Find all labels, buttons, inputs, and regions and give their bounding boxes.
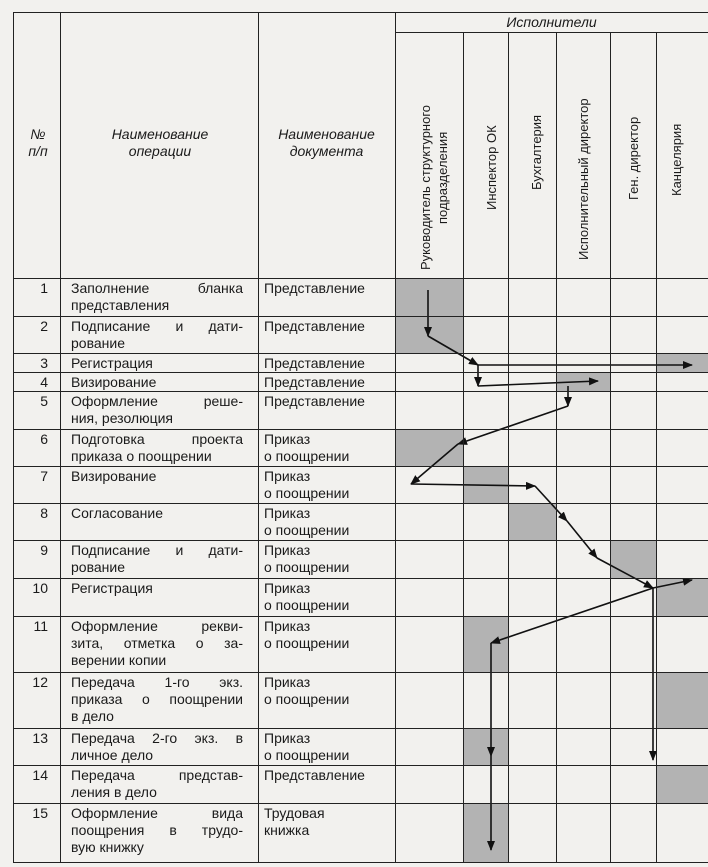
operation-header-line1: Наименование — [111, 126, 209, 142]
document-name: Представление — [264, 355, 365, 371]
document-name: Представление — [264, 374, 365, 390]
document-name: Приказ — [264, 618, 311, 634]
row-divider — [13, 728, 708, 729]
operation-name: Подготовка проекта — [71, 431, 243, 447]
num-header-line1: № — [30, 126, 46, 142]
column-executive-director: Исполнительный директор — [576, 98, 591, 260]
row-number: 13 — [32, 730, 48, 746]
operation-name: личное дело — [71, 747, 154, 763]
executors-header: Исполнители — [506, 14, 597, 30]
row-number: 7 — [40, 468, 48, 484]
operation-name: Согласование — [71, 505, 163, 521]
document-name: о поощрении — [264, 559, 350, 575]
operation-name: поощрения в трудо- — [71, 822, 243, 838]
row-number: 15 — [32, 805, 48, 821]
row-number: 2 — [40, 318, 48, 334]
operation-name: ния, резолюция — [71, 410, 174, 426]
flow-arrow — [458, 406, 568, 444]
flow-arrow — [653, 580, 692, 588]
operation-name: приказа о поощрении — [71, 691, 243, 707]
row-divider — [13, 316, 708, 317]
document-header-line1: Наименование — [278, 126, 375, 142]
column-divider — [656, 32, 657, 862]
row-number: 12 — [32, 674, 48, 690]
operation-name: зита, отметка о за- — [71, 635, 243, 651]
flow-arrow — [478, 381, 598, 386]
flow-arrow — [411, 484, 535, 486]
row-number: 14 — [32, 767, 48, 783]
operation-name: Подписание и дати- — [71, 318, 243, 334]
document-name: о поощрении — [264, 522, 350, 538]
row-number: 8 — [40, 505, 48, 521]
column-divider — [508, 32, 509, 862]
row-number: 3 — [40, 355, 48, 371]
document-header-line2: документа — [289, 143, 364, 159]
column-divider — [395, 12, 396, 862]
operation-name: представления — [71, 297, 170, 313]
row-number: 9 — [40, 542, 48, 558]
row-divider — [13, 616, 708, 617]
document-name: Представление — [264, 280, 365, 296]
operation-name: Заполнение бланка — [71, 280, 243, 296]
operation-name: Регистрация — [71, 580, 153, 596]
operation-name: Визирование — [71, 468, 157, 484]
operation-name: приказа о поощрении — [71, 448, 212, 464]
document-name: о поощрении — [264, 597, 350, 613]
document-name: Приказ — [264, 674, 311, 690]
table-left-border — [13, 12, 14, 862]
row-number: 5 — [40, 393, 48, 409]
table-bottom-border — [13, 862, 708, 863]
row-divider — [13, 353, 708, 354]
document-name: Приказ — [264, 505, 311, 521]
row-divider — [13, 372, 708, 373]
column-accounting: Бухгалтерия — [529, 114, 544, 190]
operation-name: рование — [71, 335, 125, 351]
operation-name: Подписание и дати- — [71, 542, 243, 558]
document-name: Представление — [264, 767, 365, 783]
operation-name: Передача 2-го экз. в — [71, 730, 243, 746]
flow-arrow — [411, 444, 458, 484]
operation-name: Визирование — [71, 374, 157, 390]
document-name: о поощрении — [264, 691, 350, 707]
document-name: Приказ — [264, 542, 311, 558]
flow-arrow — [597, 558, 653, 588]
operation-header-line2: операции — [128, 143, 192, 159]
operation-name: рование — [71, 559, 125, 575]
document-name: Приказ — [264, 431, 311, 447]
row-number: 10 — [32, 580, 48, 596]
row-divider — [13, 803, 708, 804]
column-hr-inspector: Инспектор ОК — [484, 125, 499, 210]
row-divider — [13, 765, 708, 766]
document-name: о поощрении — [264, 485, 350, 501]
document-name: Представление — [264, 393, 365, 409]
operation-name: вую книжку — [71, 839, 144, 855]
column-divider — [463, 32, 464, 862]
operation-name: Передача представ- — [71, 767, 243, 783]
document-name: Представление — [264, 318, 365, 334]
column-general-director: Ген. директор — [626, 116, 641, 200]
document-name: о поощрении — [264, 747, 350, 763]
executors-divider — [395, 32, 708, 33]
row-number: 6 — [40, 431, 48, 447]
operation-name: Оформление реше- — [71, 393, 243, 409]
row-number: 4 — [40, 374, 48, 390]
document-name: о поощрении — [264, 635, 350, 651]
row-number: 11 — [33, 618, 48, 634]
operation-name: Оформление рекви- — [71, 618, 243, 634]
column-divider — [60, 12, 61, 862]
operation-name: в дело — [71, 708, 114, 724]
document-name: Приказ — [264, 730, 311, 746]
operation-name: верении копии — [71, 652, 167, 668]
row-divider — [13, 429, 708, 430]
row-divider — [13, 578, 708, 579]
row-divider — [13, 672, 708, 673]
column-manager-line1: Руководитель структурного — [418, 104, 433, 270]
operation-name: ления в дело — [71, 784, 157, 800]
document-name: Приказ — [264, 580, 311, 596]
table-top-border — [13, 12, 708, 13]
column-divider — [258, 12, 259, 862]
row-divider — [13, 466, 708, 467]
num-header-line2: п/п — [28, 143, 48, 159]
document-name: Приказ — [264, 468, 311, 484]
column-chancellery: Канцелярия — [669, 123, 684, 196]
flow-arrow — [428, 336, 478, 365]
document-name: книжка — [264, 822, 310, 838]
operation-name: Передача 1-го экз. — [71, 674, 243, 690]
column-manager-line2: подразделения — [435, 131, 450, 224]
column-divider — [556, 32, 557, 862]
row-divider — [13, 278, 708, 279]
column-divider — [610, 32, 611, 862]
operation-name: Регистрация — [71, 355, 153, 371]
row-divider — [13, 503, 708, 504]
row-divider — [13, 540, 708, 541]
row-number: 1 — [40, 280, 48, 296]
row-divider — [13, 391, 708, 392]
document-name: о поощрении — [264, 448, 350, 464]
document-name: Трудовая — [264, 805, 325, 821]
operation-name: Оформление вида — [71, 805, 243, 821]
